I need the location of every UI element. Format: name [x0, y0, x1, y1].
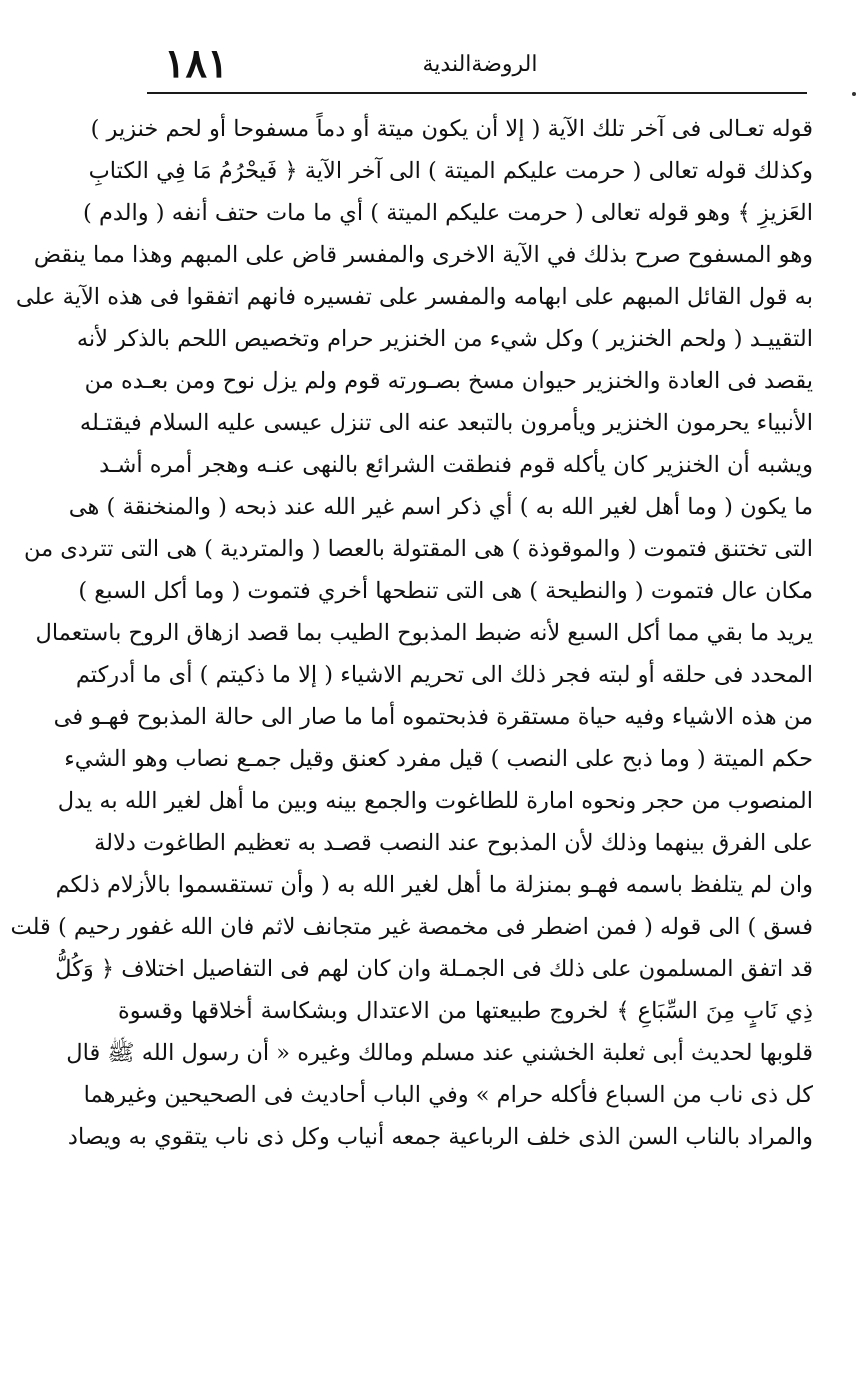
text-line: يريد ما بقي مما أكل السبع لأنه ضبط المذبوح الطيب بما قصد ازهاق الروح باستعمال	[35, 620, 813, 646]
text-line: وهو المسفوح صرح بذلك في الآية الاخرى والمفسر قاض على المبهم وهذا مما ينقض	[33, 242, 813, 268]
text-line: قلوبها لحديث أبى ثعلبة الخشني عند مسلم ومالك وغيره « أن رسول الله ﷺ قال	[66, 1040, 813, 1066]
running-title: الروضةالندية	[422, 52, 538, 77]
text-line: مكان عال فتموت ( والنطيحة ) هى التى تنطحها أخري فتموت ( وما أكل السبع )	[78, 578, 813, 604]
margin-mark	[852, 92, 856, 96]
text-line: التقييـد ( ولحم الخنزير ) وكل شيء من الخنزير حرام وتخصيص اللحم بالذكر لأنه	[76, 326, 813, 352]
text-line: به قول القائل المبهم على ابهامه والمفسر على تفسيره فانهم اتفقوا فى هذه الآية على	[15, 284, 813, 310]
text-line: على الفرق بينهما وذلك لأن المذبوح عند النصب قصـد به تعظيم الطاغوت دلالة	[94, 830, 813, 856]
text-line: الأنبياء يحرمون الخنزير ويأمرون بالتبعد عنه الى تنزل عيسى عليه السلام فيقتـله	[79, 410, 813, 436]
text-line: المنصوب من حجر ونحوه امارة للطاغوت والجمع بينه وبين ما أهل لغير الله به يدل	[57, 788, 813, 814]
text-line: ذِي نَابٍ مِنَ السِّبَاعِ ﴾ لخروج طبيعتها من الاعتدال وبشكاسة أخلاقها وقسوة	[118, 998, 813, 1024]
text-line: ويشبه أن الخنزير كان يأكله قوم فنطقت الشرائع بالنهى عنـه وهجر أمره أشـد	[99, 452, 813, 478]
text-line: المحدد فى حلقه أو لبته فجر ذلك الى تحريم الاشياء ( إلا ما ذكيتم ) أى ما أدركتم	[75, 662, 813, 688]
text-line: فسق ) الى قوله ( فمن اضطر فى مخمصة غير متجانف لاثم فان الله غفور رحيم ) قلت	[10, 914, 813, 940]
page-header	[120, 40, 810, 90]
text-line: والمراد بالناب السن الذى خلف الرباعية جمعه أنياب وكل ذى ناب يتقوي به ويصاد	[67, 1124, 813, 1150]
text-line: قد اتفق المسلمون على ذلك فى الجمـلة وان كان لهم فى التفاصيل اختلاف ﴿ وَكُلُّ	[55, 956, 813, 982]
text-line: قوله تعـالى فى آخر تلك الآية ( إلا أن يكون ميتة أو دماً مسفوحا أو لحم خنزير )	[90, 116, 813, 142]
page-number: ١٨١	[164, 40, 229, 87]
text-line: وكذلك قوله تعالى ( حرمت عليكم الميتة ) الى آخر الآية ﴿ فَيحْرُمُ مَا فِي الكتابِ	[88, 158, 813, 184]
header-rule	[147, 92, 807, 94]
text-line: حكم الميتة ( وما ذبح على النصب ) قيل مفرد كعنق وقيل جمـع نصاب وهو الشيء	[64, 746, 813, 772]
text-line: العَزيزِ ﴾ وهو قوله تعالى ( حرمت عليكم الميتة ) أي ما مات حتف أنفه ( والدم )	[83, 200, 813, 226]
text-line: يقصد فى العادة والخنزير حيوان مسخ بصـورته قوم ولم يزل نوح ومن بعـده من	[84, 368, 813, 394]
text-line: ما يكون ( وما أهل لغير الله به ) أي ذكر اسم غير الله عند ذبحه ( والمنخنقة ) هى	[68, 494, 813, 520]
text-line: من هذه الاشياء وفيه حياة مستقرة فذبحتموه أما ما صار الى حالة المذبوح فهـو فى	[53, 704, 813, 730]
text-line: وان لم يتلفظ باسمه فهـو بمنزلة ما أهل لغير الله به ( وأن تستقسموا بالأزلام ذلكم	[55, 872, 813, 898]
body-text	[10, 108, 813, 1158]
text-line: التى تختنق فتموت ( والموقوذة ) هى المقتولة بالعصا ( والمتردية ) هى التى تتردى من	[23, 536, 813, 562]
text-line: كل ذى ناب من السباع فأكله حرام » وفي الباب أحاديث فى الصحيحين وغيرهما	[83, 1082, 813, 1108]
